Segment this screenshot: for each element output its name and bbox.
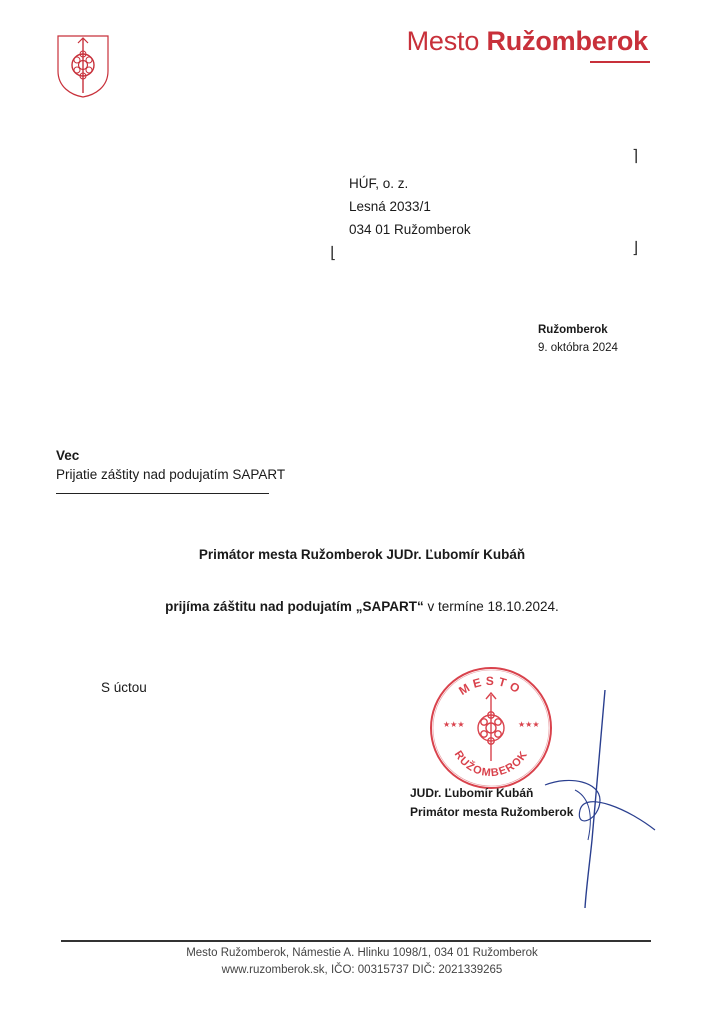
subject-divider — [56, 493, 269, 494]
svg-text:MESTO — [456, 674, 526, 698]
subject-label: Vec — [56, 448, 80, 463]
closing-greeting: S úctou — [101, 680, 147, 695]
recipient-street: Lesná 2033/1 — [349, 199, 431, 214]
address-window-corner-bottom-left: ⌊ — [330, 245, 337, 262]
signatory-title: Primátor mesta Ružomberok — [410, 805, 574, 819]
brand-bold: Ružomberok — [486, 26, 648, 56]
brand-light: Mesto — [406, 26, 480, 56]
body-line-2-part2: v termíne 18.10.2024. — [423, 599, 559, 614]
recipient-name: HÚF, o. z. — [349, 176, 409, 191]
footer — [0, 945, 724, 979]
place-city: Ružomberok — [538, 324, 608, 336]
svg-text:★★★: ★★★ — [518, 720, 540, 729]
body-line-2 — [0, 599, 724, 614]
footer-divider — [61, 940, 651, 942]
stamp-bottom-text: RUŽOMBEROK — [451, 748, 531, 780]
signatory-block — [410, 784, 573, 822]
recipient-address — [349, 172, 471, 241]
recipient-city: 034 01 Ružomberok — [349, 222, 471, 237]
letter-date: 9. októbra 2024 — [538, 342, 618, 354]
body-line-2-event: „SAPART“ — [355, 599, 424, 614]
address-window-corner-top-right: ⌉ — [632, 148, 639, 165]
subject-block — [56, 446, 285, 484]
brand-logo-text — [407, 26, 648, 57]
footer-web-ids: www.ruzomberok.sk, IČO: 00315737 DIČ: 2021339265 — [221, 964, 503, 976]
svg-text:★★★: ★★★ — [443, 720, 465, 729]
footer-address: Mesto Ružomberok, Námestie A. Hlinku 1098/1, 034 01 Ružomberok — [186, 947, 538, 959]
signatory-name: JUDr. Ľubomír Kubáň — [410, 786, 534, 800]
body-line-1: Primátor mesta Ružomberok JUDr. Ľubomír Kubáň — [198, 547, 526, 562]
subject-text: Prijatie záštity nad podujatím SAPART — [56, 467, 286, 482]
body-line-2-part1: prijíma záštitu nad podujatím — [165, 599, 356, 614]
city-coat-of-arms-icon — [55, 33, 111, 99]
brand-underline — [590, 61, 650, 63]
address-window-corner-bottom-right: ⌋ — [632, 240, 639, 257]
place-date — [538, 321, 618, 357]
stamp-top-text: MESTO — [456, 673, 526, 698]
official-stamp-icon — [428, 665, 554, 791]
